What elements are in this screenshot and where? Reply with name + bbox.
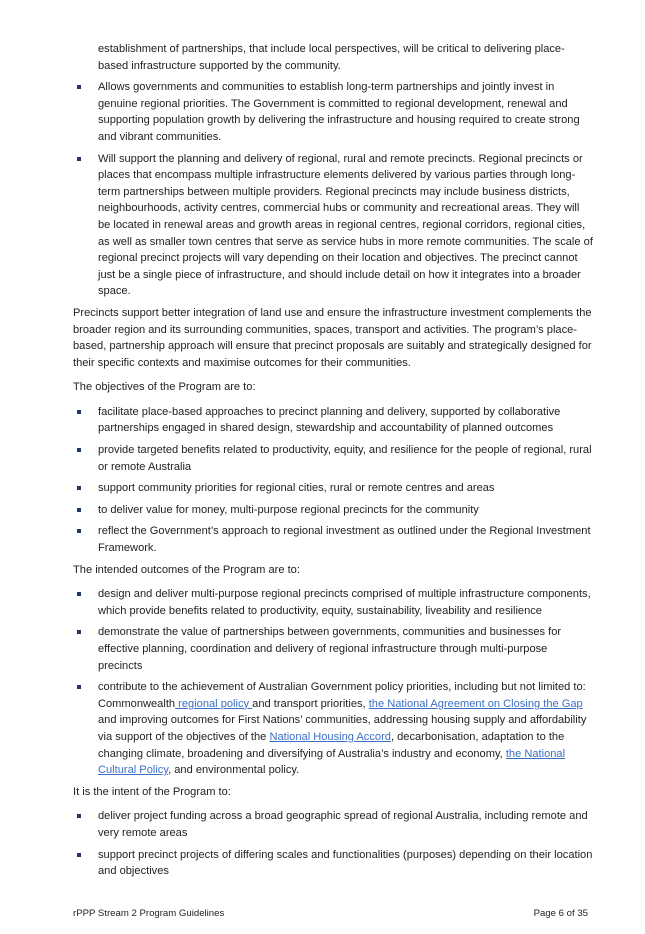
list-item: design and deliver multi-purpose regional precincts comprised of multiple infrastructure components, which provide benefits related to productivity, equity, sustainability, liveability and resilience	[73, 586, 593, 619]
national-housing-accord-link[interactable]: National Housing Accord	[269, 730, 391, 743]
bullet-icon	[77, 814, 81, 818]
objectives-list	[73, 404, 593, 557]
bullet-icon	[77, 592, 81, 596]
objectives-heading: The objectives of the Program are to:	[73, 381, 256, 394]
bullet-icon	[77, 508, 81, 512]
list-item: contribute to the achievement of Australian Government policy priorities, including but not limited to: Commonwealth regional policy and transport priorities, the National Agreement on Closing the Gap and improving outcomes for First Nations’ communities, addressing housing supply and affordability via support of the objectives of the National Housing Accord, decarbonisation, adaptation to the changing climate, broadening and diversifying of Australia’s industry and economy, the National Cultural Policy, and environmental policy.	[73, 679, 593, 779]
bullet-icon	[77, 85, 81, 89]
list-item: provide targeted benefits related to productivity, equity, and resilience for the people of regional, rural or remote Australia	[73, 442, 593, 475]
closing-the-gap-link[interactable]: the National Agreement on Closing the Gap	[368, 697, 583, 710]
outcomes-list	[73, 586, 593, 779]
bullet-icon	[77, 685, 81, 689]
bullet-icon	[77, 486, 81, 490]
outcomes-heading: The intended outcomes of the Program are to:	[73, 563, 300, 576]
page-footer	[73, 908, 588, 920]
footer-page-number: Page 6 of 35	[533, 908, 588, 919]
bullet-icon	[77, 853, 81, 857]
list-item: deliver project funding across a broad geographic spread of regional Australia, including remote and very remote areas	[73, 808, 593, 841]
list-item: reflect the Government’s approach to regional investment as outlined under the Regional Investment Framework.	[73, 523, 593, 556]
bullet-icon	[77, 410, 81, 414]
precincts-paragraph: Precincts support better integration of land use and ensure the infrastructure investment complements the broader region and its surrounding communities, spaces, transport and activities. The program’s place-based, partnership approach will ensure that precinct proposals are suitably and strategically designed for their specific contexts and maximise outcomes for their communities.	[73, 306, 592, 369]
intro-continuation: establishment of partnerships, that include local perspectives, will be critical to delivering place-based infrastructure supported by the community.	[98, 43, 565, 72]
list-item: demonstrate the value of partnerships between governments, communities and businesses for effective planning, coordination and delivery of regional infrastructure through multi-purpose precincts	[73, 624, 593, 674]
list-item: support precinct projects of differing scales and functionalities (purposes) depending on their location and objectives	[73, 847, 593, 880]
intent-heading: It is the intent of the Program to:	[73, 785, 231, 798]
top-bullet-list	[73, 79, 593, 300]
bullet-icon	[77, 630, 81, 634]
intent-list	[73, 808, 593, 879]
list-item: Will support the planning and delivery of regional, rural and remote precincts. Regional precincts or places that encompass multiple infrastructure elements delivered by various parties through long-term partnerships between multiple providers. Regional precincts may include business districts, neighbourhoods, activity centres, commercial hubs or community and recreational areas. They will be located in renewal areas and growth areas in regional centres, regional corridors, regional cities, as well as smaller town centres that serve as service hubs in more remote communities. The scale of regional precinct projects will vary depending on their location and objectives. The precinct cannot just be a single piece of infrastructure, and should include detail on how it integrates into a broader space.	[73, 151, 593, 300]
national-cultural-policy-link[interactable]: the National Cultural Policy	[98, 747, 566, 777]
list-item: to deliver value for money, multi-purpose regional precincts for the community	[73, 502, 593, 519]
list-item: Allows governments and communities to establish long-term partnerships and jointly invest in genuine regional priorities. The Government is committed to regional development, renewal and supporting population growth by delivering the infrastructure and housing required to create strong and vibrant communities.	[73, 79, 593, 145]
bullet-icon	[77, 157, 81, 161]
bullet-icon	[77, 529, 81, 533]
document-body	[73, 41, 593, 885]
bullet-icon	[77, 448, 81, 452]
regional-policy-link[interactable]: regional policy	[175, 697, 253, 710]
footer-document-title: rPPP Stream 2 Program Guidelines	[73, 908, 225, 919]
list-item: support community priorities for regional cities, rural or remote centres and areas	[73, 480, 593, 497]
list-item: facilitate place-based approaches to precinct planning and delivery, supported by collaborative partnerships engaged in shared design, stewardship and accountability of planned outcomes	[73, 404, 593, 437]
